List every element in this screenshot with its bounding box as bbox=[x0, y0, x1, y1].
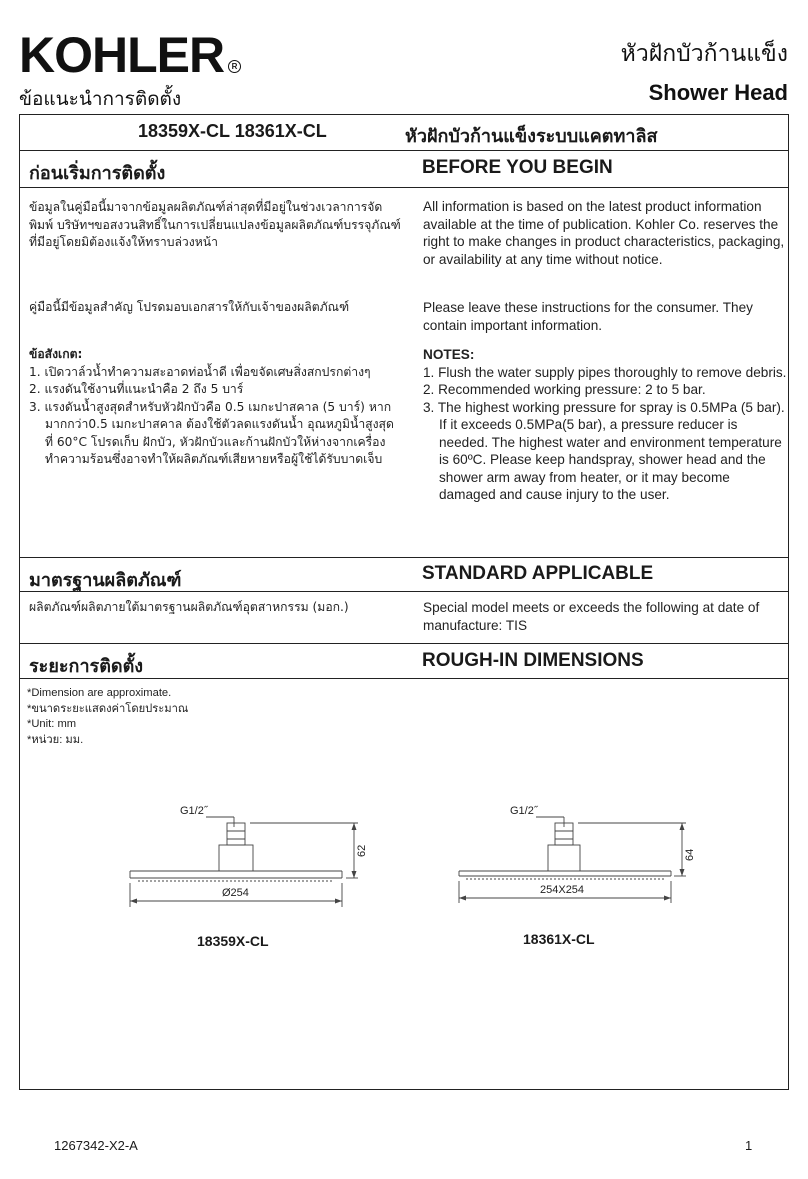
model-codes: 18359X-CL 18361X-CL bbox=[138, 121, 327, 141]
notes-title-th: ข้อสังเกต: bbox=[29, 347, 83, 361]
height-label: 62 bbox=[356, 844, 368, 857]
kohler-logo: KOHLER bbox=[19, 27, 225, 83]
note-item-en: 2. Recommended working pressure: 2 to 5 bar. bbox=[423, 382, 706, 397]
note-item-en: 3. The highest working pressure for spray is 0.5MPa (5 bar). If it exceeds 0.5MPa(5 bar), a pressure reducer is needed. The highest water and environment temperature is 60ºC. Please keep handspray, shower head and the shower arm away from heater, or it may become damaged and cause injury to the user. bbox=[423, 399, 785, 502]
note-item-en: 1. Flush the water supply pipes thoroughly to remove debris. bbox=[423, 364, 787, 380]
dimension-note: *Unit: mm bbox=[27, 718, 77, 730]
note-item-th: 1. เปิดวาล์วน้ำทำความสะอาดท่อน้ำดี เพื่อขจัดเศษสิ่งสกปรกต่างๆ bbox=[29, 364, 371, 379]
section-title-rough-en: ROUGH-IN DIMENSIONS bbox=[422, 650, 644, 671]
divider bbox=[19, 150, 789, 151]
section-title-standard-th: มาตรฐานผลิตภัณฑ์ bbox=[29, 570, 182, 591]
dimension-notes bbox=[27, 686, 188, 748]
section-title-before-th: ก่อนเริ่มการติดตั้ง bbox=[29, 163, 166, 184]
width-label: Ø254 bbox=[222, 887, 249, 899]
divider bbox=[19, 557, 789, 558]
notes-th bbox=[29, 346, 401, 469]
consumer-paragraph-en: Please leave these instructions for the consumer. They contain important information. bbox=[423, 300, 753, 333]
before-info-th bbox=[29, 199, 401, 252]
consumer-note-en bbox=[423, 299, 788, 334]
consumer-paragraph-th: คู่มือนี้มีข้อมูลสำคัญ โปรดมอบเอกสารให้กับเจ้าของผลิตภัณฑ์ bbox=[29, 300, 350, 314]
page-number: 1 bbox=[745, 1138, 753, 1153]
document-code: 1267342-X2-A bbox=[54, 1138, 138, 1153]
drawing-label-18359x: 18359X-CL bbox=[197, 933, 269, 949]
installation-guide-subtitle: ข้อแนะนำการติดตั้ง bbox=[19, 88, 182, 110]
note-item-th: 2. แรงดันใช้งานที่แนะนำคือ 2 ถึง 5 บาร์ bbox=[29, 382, 244, 396]
dimension-note: *หน่วย: มม. bbox=[27, 733, 84, 746]
model-name-th: หัวฝักบัวก้านแข็งระบบแคตทาลิส bbox=[405, 126, 658, 147]
dimension-note: *ขนาดระยะแสดงค่าโดยประมาณ bbox=[27, 702, 189, 715]
thread-label: G1/2˝ bbox=[510, 805, 538, 817]
standard-text-th: ผลิตภัณฑ์ผลิตภายใต้มาตรฐานผลิตภัณฑ์อุตสาหกรรม (มอก.) bbox=[29, 600, 349, 614]
standard-text-en: Special model meets or exceeds the following at date of manufacture: TIS bbox=[423, 600, 760, 633]
drawing-label-18361x: 18361X-CL bbox=[523, 931, 595, 947]
registered-mark: R bbox=[228, 60, 241, 73]
section-title-standard-en: STANDARD APPLICABLE bbox=[422, 563, 654, 584]
width-label: 254X254 bbox=[540, 884, 585, 896]
note-item-th: 3. แรงดันน้ำสูงสุดสำหรับหัวฝักบัวคือ 0.5 เมกะปาสคาล (5 บาร์) หากมากกว่า0.5 เมกะปาสคาล ต้องใช้ตัวลดแรงดันน้ำ อุณหภูมิน้ำสูงสุดที่ 60°C โปรดเก็บ ฝักบัว, หัวฝักบัวและก้านฝักบัวให้ห่างจากเครื่องทำความร้อนซึ่งอาจทำให้ผลิตภัณฑ์เสียหายหรือผู้ใช้ได้รับบาดเจ็บ bbox=[29, 399, 394, 466]
divider bbox=[19, 187, 789, 188]
dimension-note: *Dimension are approximate. bbox=[27, 687, 172, 699]
notes-title-en: NOTES: bbox=[423, 347, 475, 362]
before-info-en bbox=[423, 198, 788, 268]
product-title-th: หัวฝักบัวก้านแข็ง bbox=[620, 41, 788, 67]
thread-label: G1/2˝ bbox=[180, 805, 208, 817]
notes-en bbox=[423, 346, 788, 504]
drawing-18361x bbox=[440, 795, 740, 925]
info-paragraph-en: All information is based on the latest product information available at the time of publication. Kohler Co. reserves the right to make changes in product characteristics, packaging, or availability at any time without notice. bbox=[423, 199, 785, 267]
height-label: 64 bbox=[684, 848, 696, 861]
divider bbox=[19, 643, 789, 644]
info-paragraph-th: ข้อมูลในคู่มือนี้มาจากข้อมูลผลิตภัณฑ์ล่าสุดที่มีอยู่ในช่วงเวลาการจัดพิมพ์ บริษัทฯขอสงวนสิทธิ์ในการเปลี่ยนแปลงข้อมูลผลิตภัณฑ์บรรจุภัณฑ์ที่มีอยู่โดยมิต้องแจ้งให้ทราบล่วงหน้า bbox=[29, 200, 401, 249]
product-title-en: Shower Head bbox=[648, 80, 788, 105]
section-title-rough-th: ระยะการติดตั้ง bbox=[29, 656, 144, 677]
section-title-before-en: BEFORE YOU BEGIN bbox=[422, 157, 613, 178]
drawing-18359x bbox=[110, 795, 400, 925]
consumer-note-th bbox=[29, 299, 401, 317]
